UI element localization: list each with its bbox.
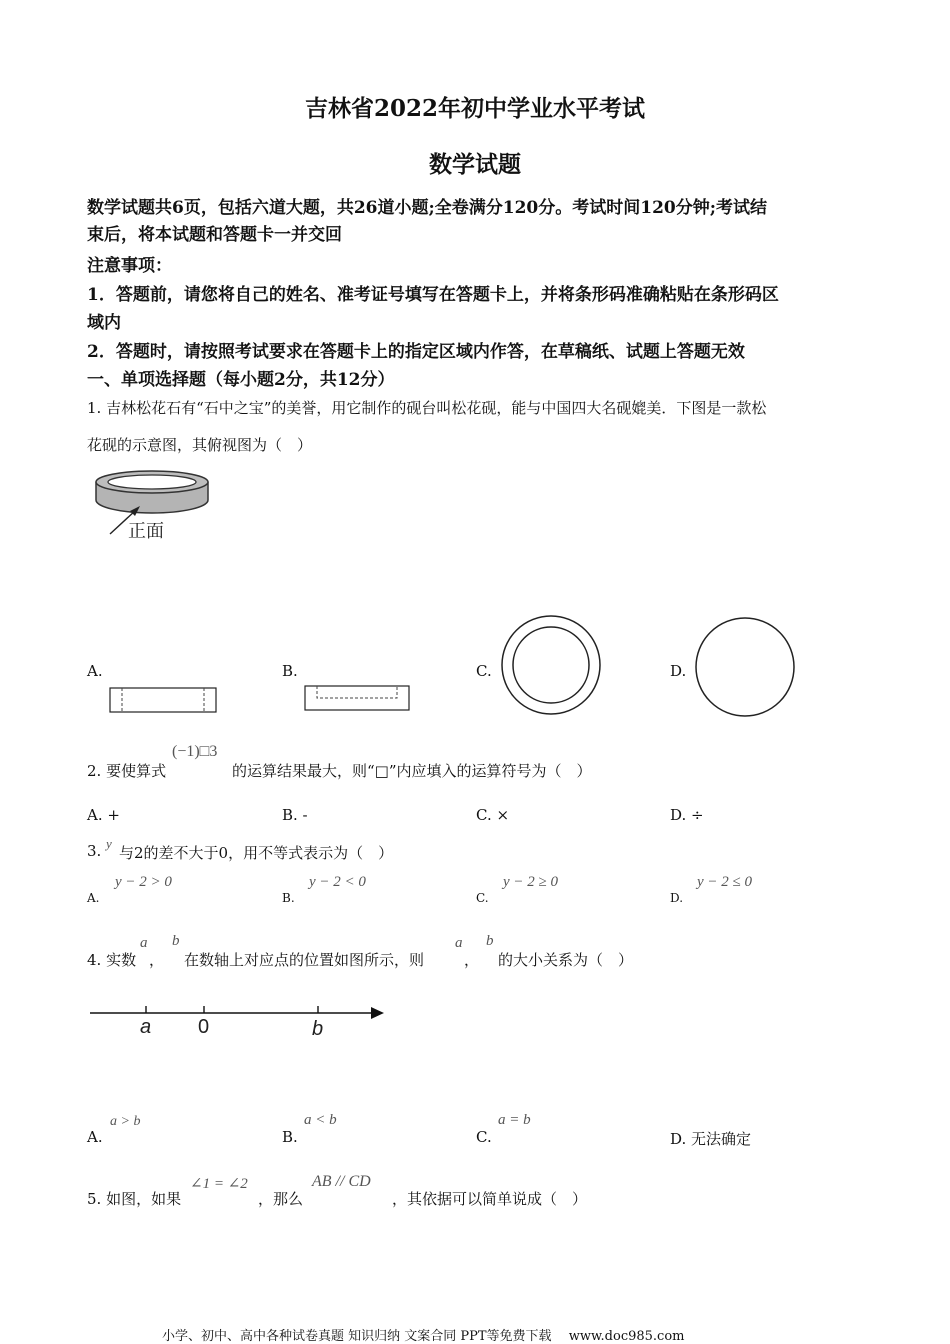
- front-label: 正面: [128, 521, 164, 541]
- q4-option-a-expr: a > b: [110, 1114, 141, 1129]
- q1-option-c-label[interactable]: C.: [476, 662, 492, 680]
- note-2: 2．答题时，请按照考试要求在答题卡上的指定区域内作答，在草稿纸、试题上答题无效: [87, 342, 745, 362]
- q2-prefix: 2. 要使算式: [87, 762, 167, 780]
- q1-option-c-figure: [500, 614, 604, 718]
- q5-suffix: ，其依据可以简单说成（ ）: [392, 1190, 588, 1208]
- note-1-line-2: 域内: [87, 313, 121, 333]
- q4-suffix: 的大小关系为（ ）: [498, 951, 634, 969]
- number-line: [88, 998, 388, 1042]
- q1-option-a-label[interactable]: A.: [87, 662, 103, 680]
- q5-condition: ∠1 = ∠2: [190, 1176, 248, 1192]
- q2-expression: (−1)□3: [172, 743, 218, 760]
- q3-option-b-expr: y − 2 < 0: [309, 874, 366, 890]
- q4-var-a-2: a: [455, 935, 463, 951]
- q3-option-c-label[interactable]: C.: [476, 891, 489, 905]
- q2-option-c[interactable]: C. ×: [476, 806, 510, 824]
- axis-label-b: b: [312, 1018, 324, 1040]
- section-1-title: 一、单项选择题（每小题2分，共12分）: [87, 370, 395, 390]
- inkstone-figure: [90, 466, 230, 546]
- q4-option-b-expr: a < b: [304, 1112, 337, 1128]
- axis-label-a: a: [140, 1016, 152, 1038]
- q4-prefix: 4. 实数: [87, 951, 137, 969]
- q2-option-d[interactable]: D. ÷: [670, 806, 704, 824]
- axis-label-zero: 0: [198, 1016, 210, 1038]
- q1-option-d-label[interactable]: D.: [670, 662, 687, 680]
- q1-option-a-figure: [108, 686, 220, 716]
- q1-line-2: 花砚的示意图，其俯视图为（ ）: [87, 436, 313, 454]
- q3-prefix: 3.: [87, 842, 102, 860]
- q4-var-a: a: [140, 935, 148, 951]
- q1-option-d-figure: [694, 616, 798, 720]
- q4-option-c-expr: a = b: [498, 1112, 531, 1128]
- q3-variable: y: [106, 836, 112, 851]
- q4-var-b: b: [172, 933, 180, 949]
- q5-prefix: 5. 如图，如果: [87, 1190, 182, 1208]
- inkstone-shape: [96, 471, 208, 513]
- q3-option-a-label[interactable]: A.: [87, 891, 100, 905]
- q1-option-b-label[interactable]: B.: [282, 662, 298, 680]
- intro-line-1: 数学试题共6页，包括六道大题，共26道小题;全卷满分120分。考试时间120分钟;考试结: [87, 198, 768, 218]
- number-line-arrow: [371, 1007, 384, 1019]
- q1-option-b-figure: [303, 684, 413, 714]
- q4-option-b-label[interactable]: B.: [282, 1128, 298, 1146]
- q4-option-d[interactable]: D. 无法确定: [670, 1130, 752, 1148]
- footer-text: 小学、初中、高中各种试卷真题 知识归纳 文案合同 PPT等免费下载 www.doc985.com: [162, 1329, 685, 1344]
- q2-option-a[interactable]: A. +: [87, 806, 120, 824]
- q1-line-1: 1. 吉林松花石有“石中之宝”的美誉，用它制作的砚台叫松花砚，能与中国四大名砚媲美．下图是一款松: [87, 399, 767, 417]
- q3-option-d-label[interactable]: D.: [670, 891, 684, 905]
- q5-middle: ，那么: [258, 1190, 304, 1208]
- intro-line-2: 束后，将本试题和答题卡一并交回: [87, 225, 342, 245]
- q3-option-b-label[interactable]: B.: [282, 891, 295, 905]
- q5-conclusion: AB // CD: [312, 1173, 371, 1190]
- q4-var-b-2: b: [486, 933, 494, 949]
- q4-option-c-label[interactable]: C.: [476, 1128, 492, 1146]
- page-subtitle: 数学试题: [429, 151, 521, 178]
- q4-comma-2: ，: [464, 951, 480, 969]
- q3-option-d-expr: y − 2 ≤ 0: [697, 874, 753, 890]
- q4-comma: ，: [149, 951, 165, 969]
- q4-option-a-label[interactable]: A.: [87, 1128, 103, 1146]
- note-1-line-1: 1．答题前，请您将自己的姓名、准考证号填写在答题卡上，并将条形码准确粘贴在条形码区: [87, 285, 779, 305]
- page-title: 吉林省2022年初中学业水平考试: [304, 95, 645, 122]
- q4-middle: 在数轴上对应点的位置如图所示，则: [184, 951, 425, 969]
- q2-suffix: 的运算结果最大，则“□”内应填入的运算符号为（ ）: [232, 762, 592, 780]
- q3-option-a-expr: y − 2 > 0: [115, 874, 172, 890]
- q2-option-b[interactable]: B. -: [282, 806, 308, 824]
- notice-title: 注意事项：: [87, 256, 172, 276]
- q3-suffix: 与2的差不大于0，用不等式表示为（ ）: [119, 844, 394, 862]
- q3-option-c-expr: y − 2 ≥ 0: [503, 874, 559, 890]
